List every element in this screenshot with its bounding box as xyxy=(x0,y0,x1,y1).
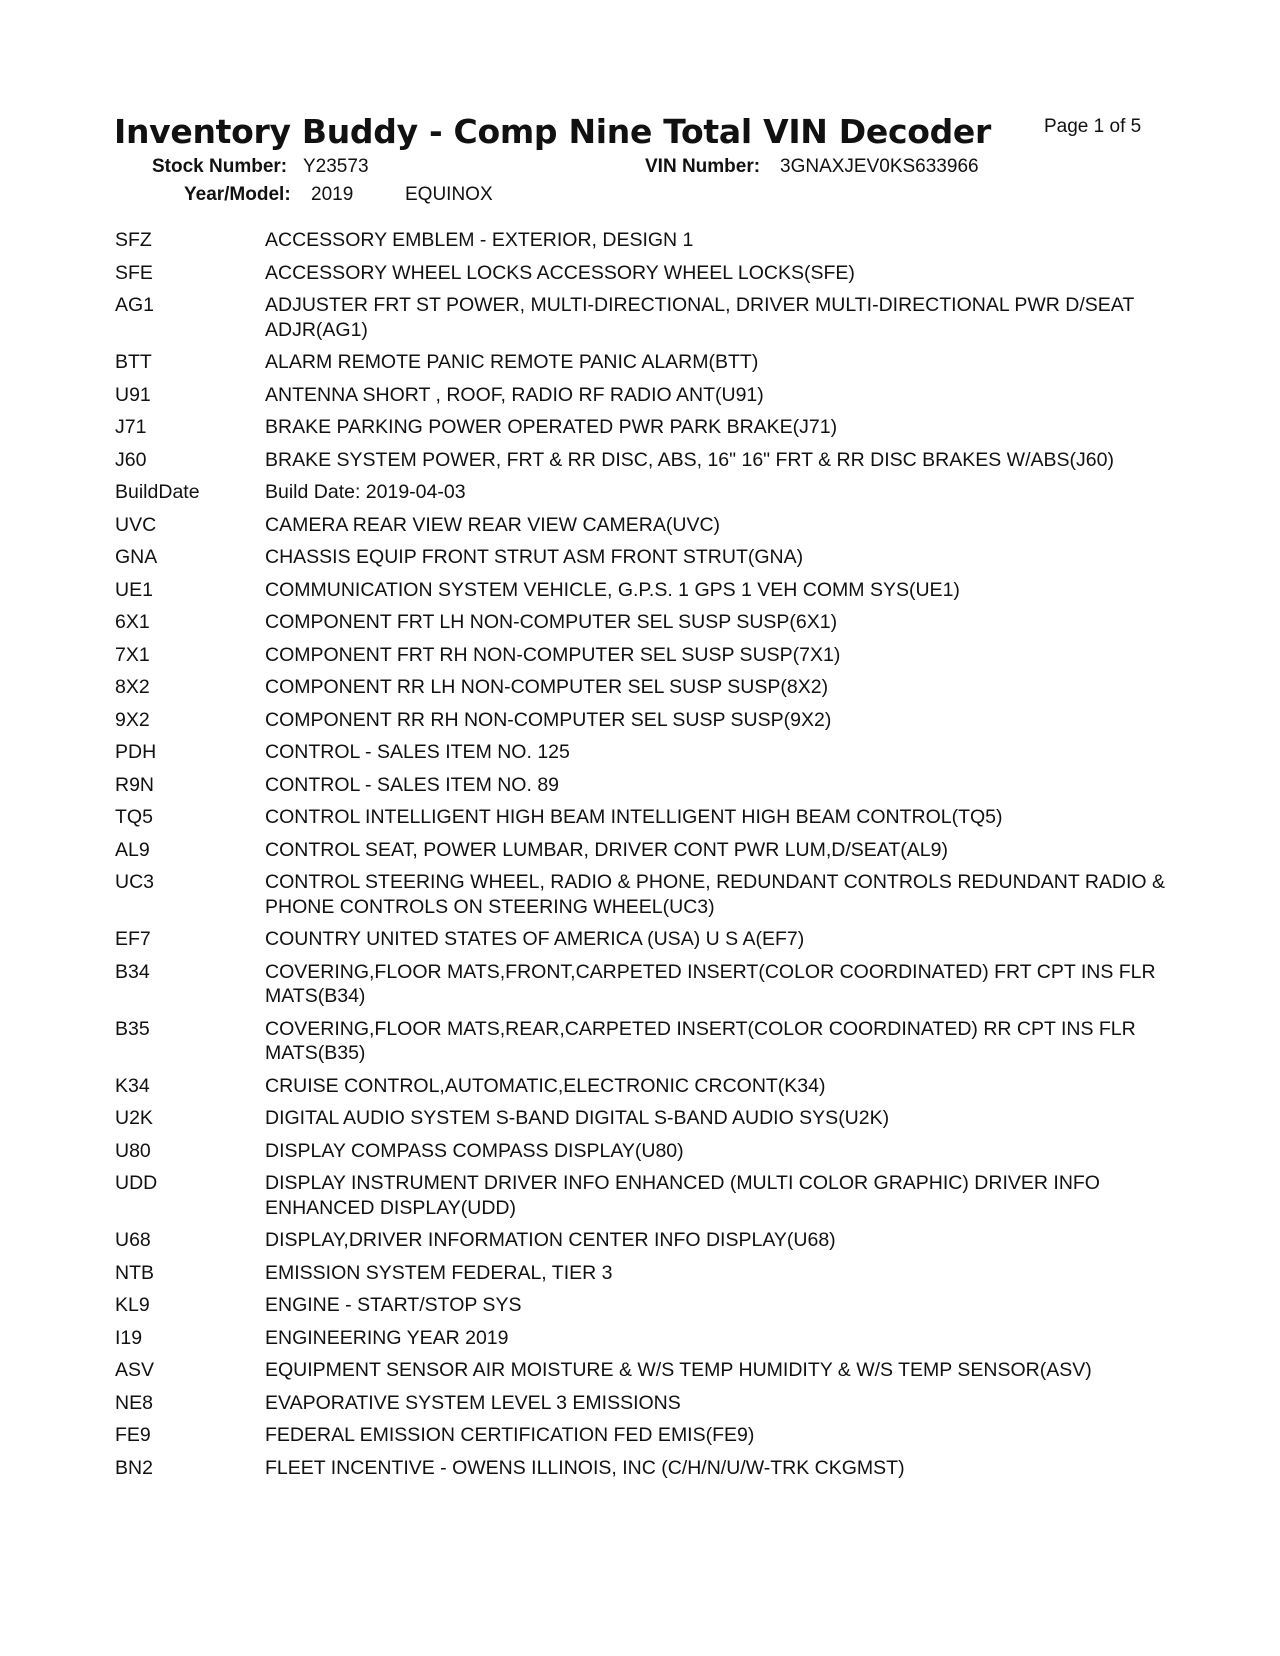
option-description: ACCESSORY EMBLEM - EXTERIOR, DESIGN 1 xyxy=(265,229,694,251)
option-row xyxy=(115,1074,1175,1099)
option-description: ENGINEERING YEAR 2019 xyxy=(265,1326,509,1349)
option-description: COVERING,FLOOR MATS,REAR,CARPETED INSERT(COLOR COORDINATED) RR CPT INS FLR MATS(B35) xyxy=(265,1017,1136,1064)
option-row xyxy=(115,1228,1175,1253)
option-description: ANTENNA SHORT , ROOF, RADIO RF RADIO ANT(U91) xyxy=(265,383,764,406)
option-code: R9N xyxy=(115,773,155,796)
option-description: DISPLAY COMPASS COMPASS DISPLAY(U80) xyxy=(265,1139,684,1162)
option-description: EQUIPMENT SENSOR AIR MOISTURE & W/S TEMP HUMIDITY & W/S TEMP SENSOR(ASV) xyxy=(265,1359,1092,1381)
option-description: DISPLAY INSTRUMENT DRIVER INFO ENHANCED (MULTI COLOR GRAPHIC) DRIVER INFO ENHANCED DISPLAY(UDD) xyxy=(265,1172,1100,1219)
option-code: NE8 xyxy=(115,1391,153,1414)
option-row xyxy=(115,927,1175,952)
option-code: FE9 xyxy=(115,1424,151,1446)
option-code: PDH xyxy=(115,741,157,763)
option-row xyxy=(115,480,1175,505)
option-code: U91 xyxy=(115,383,151,406)
option-row xyxy=(115,415,1175,440)
option-description: COMMUNICATION SYSTEM VEHICLE, G.P.S. 1 GPS 1 VEH COMM SYS(UE1) xyxy=(265,578,960,601)
option-description: ACCESSORY WHEEL LOCKS ACCESSORY WHEEL LOCKS(SFE) xyxy=(265,261,855,284)
option-description: CHASSIS EQUIP FRONT STRUT ASM FRONT STRUT(GNA) xyxy=(265,546,804,568)
document-title: Inventory Buddy - Comp Nine Total VIN Decoder xyxy=(114,112,991,151)
option-description: COMPONENT RR LH NON-COMPUTER SEL SUSP SUSP(8X2) xyxy=(265,676,829,698)
option-row xyxy=(115,675,1175,700)
option-code: J60 xyxy=(115,448,147,471)
option-code: 9X2 xyxy=(115,708,150,731)
option-row xyxy=(115,1261,1175,1286)
option-description: COVERING,FLOOR MATS,FRONT,CARPETED INSERT(COLOR COORDINATED) FRT CPT INS FLR MATS(B34) xyxy=(265,960,1156,1007)
option-code: UC3 xyxy=(115,871,155,893)
option-row xyxy=(115,350,1175,375)
option-code: K34 xyxy=(115,1074,150,1097)
option-code: J71 xyxy=(115,416,147,438)
option-description: CONTROL - SALES ITEM NO. 89 xyxy=(265,773,560,796)
option-row xyxy=(115,1171,1175,1220)
option-code: UE1 xyxy=(115,578,153,601)
option-code: KL9 xyxy=(115,1294,150,1316)
option-code: U80 xyxy=(115,1139,151,1162)
option-row xyxy=(115,513,1175,538)
option-row xyxy=(115,293,1175,342)
option-code: EF7 xyxy=(115,928,151,950)
option-row xyxy=(115,773,1175,798)
option-row xyxy=(115,383,1175,408)
year-model-label: Year/Model: xyxy=(184,184,291,205)
option-row xyxy=(115,1326,1175,1351)
option-description: EMISSION SYSTEM FEDERAL, TIER 3 xyxy=(265,1261,613,1284)
option-description: ALARM REMOTE PANIC REMOTE PANIC ALARM(BTT) xyxy=(265,351,759,373)
option-description: FEDERAL EMISSION CERTIFICATION FED EMIS(FE9) xyxy=(265,1424,755,1446)
model-value: EQUINOX xyxy=(405,184,493,205)
option-code: SFZ xyxy=(115,229,152,251)
option-description: FLEET INCENTIVE - OWENS ILLINOIS, INC (C/H/N/U/W-TRK CKGMST) xyxy=(265,1456,905,1479)
option-code: NTB xyxy=(115,1261,154,1284)
option-description: ENGINE - START/STOP SYS xyxy=(265,1294,522,1316)
option-code: UDD xyxy=(115,1172,158,1194)
option-description: ADJUSTER FRT ST POWER, MULTI-DIRECTIONAL, DRIVER MULTI-DIRECTIONAL PWR D/SEAT ADJR(AG1) xyxy=(265,294,1134,341)
option-row xyxy=(115,578,1175,603)
option-row xyxy=(115,643,1175,668)
option-code: BTT xyxy=(115,351,152,373)
option-code: ASV xyxy=(115,1359,155,1381)
option-code: BN2 xyxy=(115,1456,153,1479)
option-code: AL9 xyxy=(115,838,150,861)
option-row xyxy=(115,610,1175,635)
option-description: BRAKE SYSTEM POWER, FRT & RR DISC, ABS, 16" 16" FRT & RR DISC BRAKES W/ABS(J60) xyxy=(265,448,1114,471)
vin-number-label: VIN Number: xyxy=(645,156,761,177)
option-description: CRUISE CONTROL,AUTOMATIC,ELECTRONIC CRCONT(K34) xyxy=(265,1074,826,1097)
option-code: TQ5 xyxy=(115,806,153,828)
option-description: Build Date: 2019-04-03 xyxy=(265,481,466,503)
option-code: UVC xyxy=(115,513,157,536)
option-description: CONTROL SEAT, POWER LUMBAR, DRIVER CONT PWR LUM,D/SEAT(AL9) xyxy=(265,838,948,861)
option-code: SFE xyxy=(115,261,153,284)
option-row xyxy=(115,1106,1175,1131)
option-description: COMPONENT FRT LH NON-COMPUTER SEL SUSP SUSP(6X1) xyxy=(265,611,838,633)
option-description: CONTROL - SALES ITEM NO. 125 xyxy=(265,741,570,763)
option-code: U2K xyxy=(115,1107,153,1129)
option-row xyxy=(115,448,1175,473)
year-value: 2019 xyxy=(311,184,354,205)
option-description: COUNTRY UNITED STATES OF AMERICA (USA) U S A(EF7) xyxy=(265,928,805,950)
option-row xyxy=(115,1358,1175,1383)
option-code: I19 xyxy=(115,1326,143,1349)
option-row xyxy=(115,838,1175,863)
stock-number-value: Y23573 xyxy=(303,156,369,177)
option-row xyxy=(115,1423,1175,1448)
option-row xyxy=(115,708,1175,733)
option-code: 8X2 xyxy=(115,676,150,698)
option-code: 6X1 xyxy=(115,611,150,633)
option-row xyxy=(115,1456,1175,1481)
option-code: BuildDate xyxy=(115,481,200,503)
option-code-list xyxy=(115,228,1175,1488)
option-row xyxy=(115,960,1175,1009)
option-row xyxy=(115,545,1175,570)
option-row xyxy=(115,261,1175,286)
option-description: CONTROL INTELLIGENT HIGH BEAM INTELLIGENT HIGH BEAM CONTROL(TQ5) xyxy=(265,806,1003,828)
option-code: B34 xyxy=(115,960,150,983)
option-description: BRAKE PARKING POWER OPERATED PWR PARK BRAKE(J71) xyxy=(265,416,838,438)
option-row xyxy=(115,228,1175,253)
option-description: EVAPORATIVE SYSTEM LEVEL 3 EMISSIONS xyxy=(265,1391,681,1414)
option-code: GNA xyxy=(115,546,158,568)
option-row xyxy=(115,740,1175,765)
option-row xyxy=(115,1391,1175,1416)
option-description: CAMERA REAR VIEW REAR VIEW CAMERA(UVC) xyxy=(265,513,721,536)
option-row xyxy=(115,1139,1175,1164)
option-row xyxy=(115,1017,1175,1066)
option-code: 7X1 xyxy=(115,643,150,666)
option-description: DISPLAY,DRIVER INFORMATION CENTER INFO DISPLAY(U68) xyxy=(265,1229,836,1251)
option-code: AG1 xyxy=(115,294,155,316)
option-description: COMPONENT RR RH NON-COMPUTER SEL SUSP SUSP(9X2) xyxy=(265,708,832,731)
option-description: COMPONENT FRT RH NON-COMPUTER SEL SUSP SUSP(7X1) xyxy=(265,643,841,666)
option-description: DIGITAL AUDIO SYSTEM S-BAND DIGITAL S-BAND AUDIO SYS(U2K) xyxy=(265,1107,890,1129)
option-code: B35 xyxy=(115,1017,150,1040)
option-row xyxy=(115,870,1175,919)
option-code: U68 xyxy=(115,1229,151,1251)
vin-number-value: 3GNAXJEV0KS633966 xyxy=(780,156,979,177)
page-number: Page 1 of 5 xyxy=(1044,116,1142,137)
option-row xyxy=(115,805,1175,830)
option-row xyxy=(115,1293,1175,1318)
option-description: CONTROL STEERING WHEEL, RADIO & PHONE, REDUNDANT CONTROLS REDUNDANT RADIO & PHONE CONTROLS ON STEERING WHEEL(UC3) xyxy=(265,871,1165,918)
stock-number-label: Stock Number: xyxy=(152,156,288,177)
